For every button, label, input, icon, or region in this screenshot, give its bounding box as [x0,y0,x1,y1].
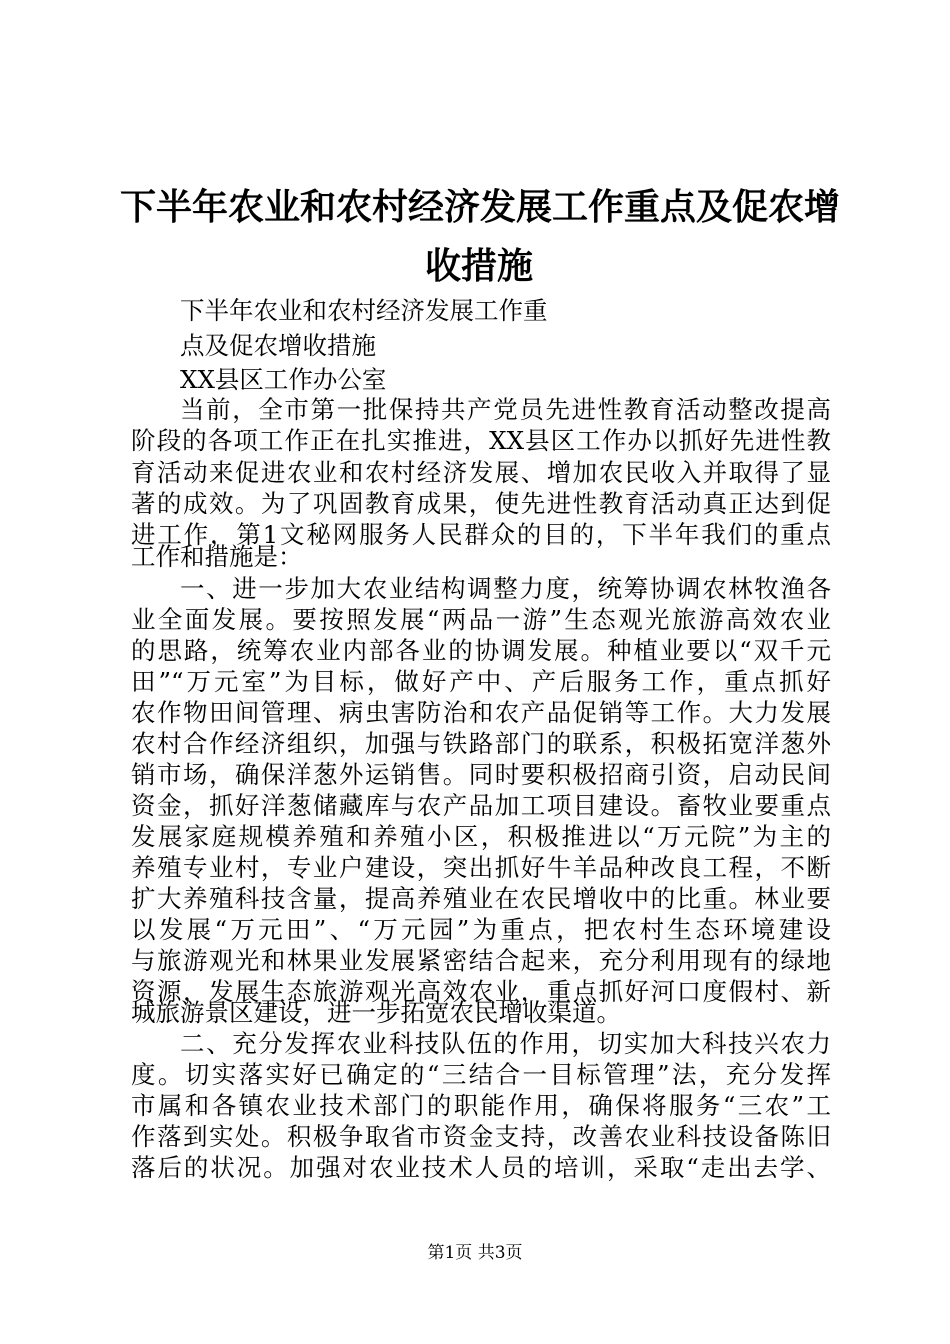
page-footer: 第1页 共3页 [427,1243,523,1263]
document-title-line-2: 收措施 [424,245,533,287]
paragraph-2-line: 以发展“万元田”、“万元园”为重点，把农村生态环境建设 [131,915,831,944]
paragraph-2-line: 的思路，统筹农业内部各业的协调发展。种植业要以“双千元 [131,636,831,665]
paragraph-2-line: 城旅游景区建设，进一步拓宽农民增收渠道。 [131,998,621,1027]
paragraph-2-line: 扩大养殖科技含量，提高养殖业在农民增收中的比重。林业要 [131,884,831,913]
subtitle-line-2: 点及促农增收措施 [180,331,376,360]
paragraph-2-line: 养殖专业村，专业户建设，突出抓好牛羊品种改良工程，不断 [131,853,831,882]
subtitle-line-1: 下半年农业和农村经济发展工作重 [180,296,548,325]
paragraph-3-line: 落后的状况。加强对农业技术人员的培训，采取“走出去学、 [131,1153,831,1182]
paragraph-2-line: 资金，抓好洋葱储藏库与农产品加工项目建设。畜牧业要重点 [131,791,831,820]
paragraph-2-line: 农村合作经济组织，加强与铁路部门的联系，积极拓宽洋葱外 [131,729,831,758]
paragraph-3-line: 市属和各镇农业技术部门的职能作用，确保将服务“三农”工 [131,1091,831,1120]
paragraph-1-line: 进工作，第1文秘网服务人民群众的目的，下半年我们的重点 [131,520,831,549]
office-name: XX县区工作办公室 [180,365,387,394]
paragraph-2-line: 一、进一步加大农业结构调整力度，统筹协调农林牧渔各 [180,574,831,603]
paragraph-2-line: 资源，发展生态旅游观光高效农业，重点抓好河口度假村、新 [131,977,831,1006]
paragraph-2-line: 发展家庭规模养殖和养殖小区，积极推进以“万元院”为主的 [131,822,831,851]
paragraph-2-line: 农作物田间管理、病虫害防治和农产品促销等工作。大力发展 [131,698,831,727]
paragraph-1-line: 当前，全市第一批保持共产党员先进性教育活动整改提高 [180,395,831,424]
paragraph-1-line: 工作和措施是： [131,542,303,571]
paragraph-2-line: 业全面发展。要按照发展“两品一游”生态观光旅游高效农业 [131,605,831,634]
paragraph-1-line: 育活动来促进农业和农村经济发展、增加农民收入并取得了显 [131,458,831,487]
paragraph-2-line: 销市场，确保洋葱外运销售。同时要积极招商引资，启动民间 [131,760,831,789]
paragraph-1-line: 著的成效。为了巩固教育成果，使先进性教育活动真正达到促 [131,489,831,518]
paragraph-3-line: 二、充分发挥农业科技队伍的作用，切实加大科技兴农力 [180,1029,831,1058]
paragraph-1-line: 阶段的各项工作正在扎实推进，XX县区工作办以抓好先进性教 [131,426,831,455]
paragraph-2-line: 田”“万元室”为目标，做好产中、产后服务工作，重点抓好 [131,667,831,696]
paragraph-3-line: 作落到实处。积极争取省市资金支持，改善农业科技设备陈旧 [131,1122,831,1151]
paragraph-3-line: 度。切实落实好已确定的“三结合一目标管理”法，充分发挥 [131,1060,831,1089]
paragraph-2-line: 与旅游观光和林果业发展紧密结合起来，充分利用现有的绿地 [131,946,831,975]
document-title-line-1: 下半年农业和农村经济发展工作重点及促农增 [120,186,841,228]
